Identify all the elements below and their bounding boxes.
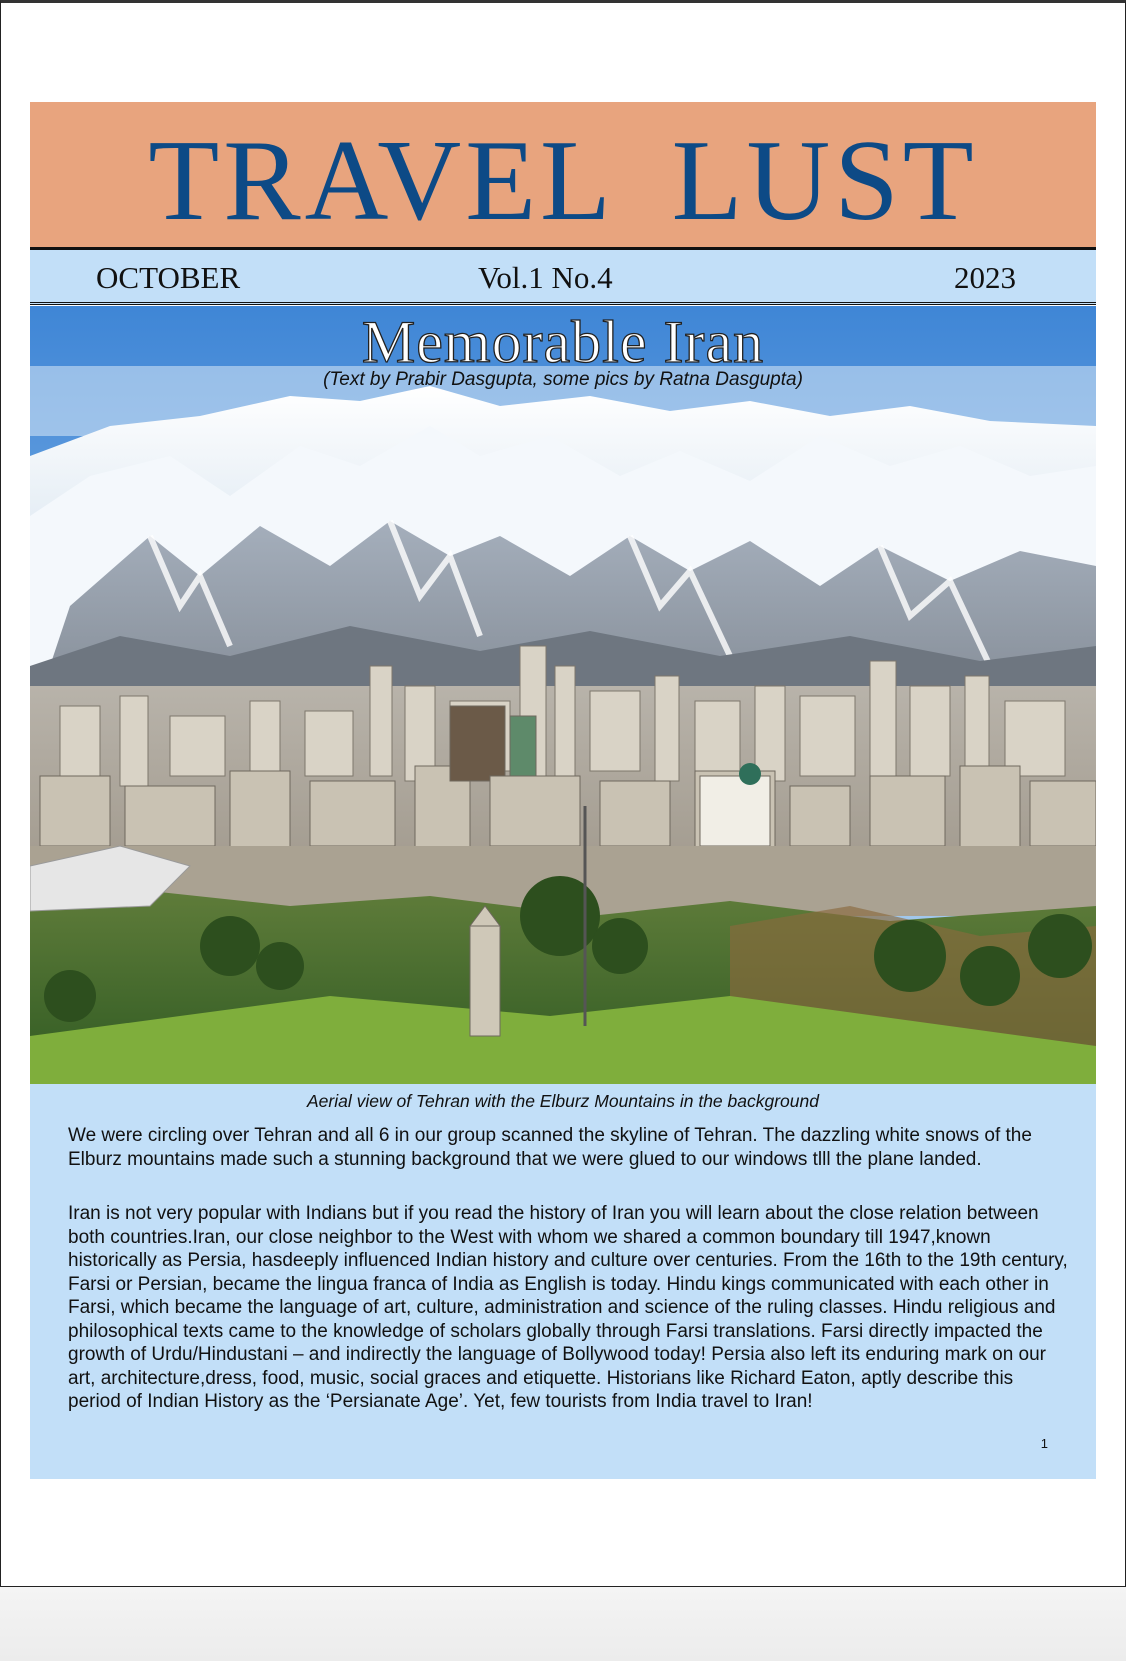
article-credit: (Text by Prabir Dasgupta, some pics by Ratna Dasgupta) — [323, 369, 803, 390]
paragraph-intro: We were circling over Tehran and all 6 in our group scanned the skyline of Tehran. The dazzling white snows of the Elburz mountains made such a stunning background that we were glued to our windows tlll the plane landed. — [68, 1125, 1032, 1170]
article-body — [30, 1084, 1096, 1479]
tehran-mountains-illustration — [30, 306, 1096, 1084]
issue-year: 2023 — [954, 260, 1016, 295]
paragraph-history: Iran is not very popular with Indians but if you read the history of Iran you will learn about the close relation between both countries.Iran, our close neighbor to the West with whom we shared a common boundary till 1947,known historically as Persia, hasdeeply influenced Indian history and culture over centuries. From the 16th to the 19th century, Farsi or Persian, became the lingua franca of India as English is today. Hindu kings communicated with each other in Farsi, which became the language of art, culture, administration and science of the ruling classes. Hindu religious and philosophical texts came to the knowledge of scholars globally through Farsi translations. Farsi directly impacted the growth of Urdu/Hindustani – and indirectly the language of Bollywood today! Persia also left its enduring mark on our art, architecture,dress, food, music, social graces and etiquette. Historians like Richard Eaton, aptly describe this period of Indian History as the ‘Persianate Age’. Yet, few tourists from India travel to Iran! — [68, 1203, 1068, 1412]
viewer-footer — [0, 1586, 1126, 1661]
masthead — [30, 102, 1096, 250]
issue-volume: Vol.1 No.4 — [478, 260, 613, 295]
photo-caption: Aerial view of Tehran with the Elburz Mountains in the background — [306, 1091, 819, 1111]
page-number: 1 — [1040, 1436, 1048, 1451]
magazine-title: TRAVEL LUST — [148, 116, 978, 245]
issue-month: OCTOBER — [96, 260, 241, 295]
hero-photo — [30, 306, 1096, 1084]
issue-bar — [30, 250, 1096, 305]
article-title: Memorable Iran — [361, 309, 765, 375]
